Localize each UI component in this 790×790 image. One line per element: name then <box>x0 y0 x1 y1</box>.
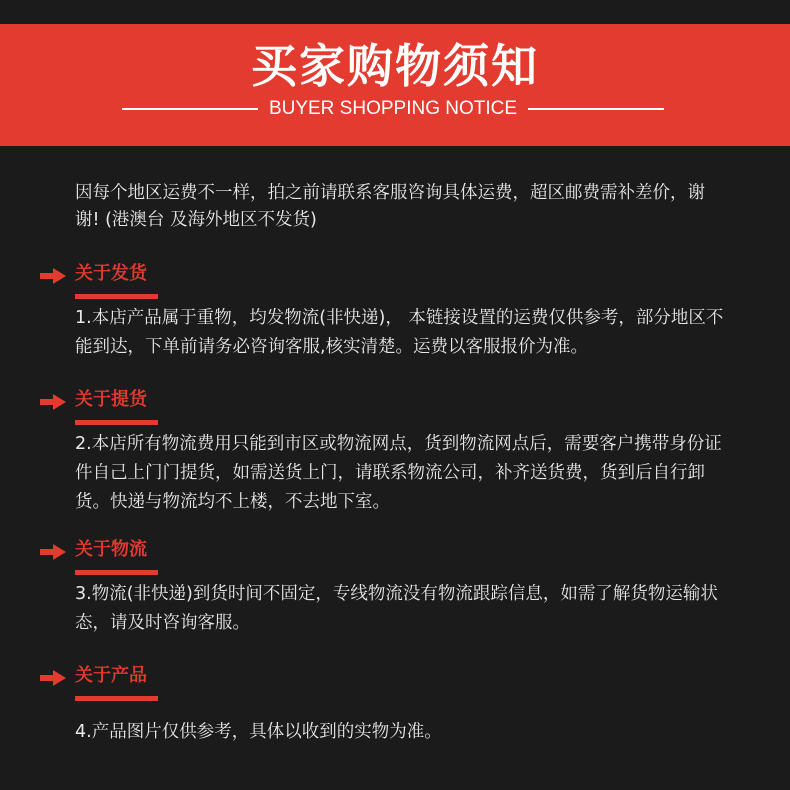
section-body: 3.物流(非快递)到货时间不固定，专线物流没有物流跟踪信息，如需了解货物运输状态，请及时咨询客服。 <box>75 584 718 633</box>
section-title: 关于发货 <box>75 263 147 284</box>
intro-text: 因每个地区运费不一样，拍之前请联系客服咨询具体运费，超区邮费需补差价，谢谢! (港澳台 及海外地区不发货) <box>75 183 705 230</box>
section-underline <box>75 294 158 299</box>
section-body: 2.本店所有物流费用只能到市区或物流网点，货到物流网点后，需要客户携带身份证件自己上门门提货，如需送货上门，请联系物流公司，补齐送货费，货到后自行卸货。快递与物流均不上楼，不去地下室。 <box>75 434 722 512</box>
arrow-right-icon <box>40 268 66 284</box>
section-title: 关于产品 <box>75 665 147 686</box>
arrow-right-icon <box>40 394 66 410</box>
subtitle-divider-right <box>528 108 664 110</box>
section-underline <box>75 420 158 425</box>
header-banner <box>0 24 790 146</box>
section-body: 1.本店产品属于重物，均发物流(非快递)， 本链接设置的运费仅供参考，部分地区不能到达，下单前请务必咨询客服,核实清楚。运费以客服报价为准。 <box>75 308 724 357</box>
arrow-right-icon <box>40 670 66 686</box>
arrow-right-icon <box>40 544 66 560</box>
section-underline <box>75 570 158 575</box>
page-subtitle: BUYER SHOPPING NOTICE <box>268 98 518 119</box>
section-title: 关于物流 <box>75 539 147 560</box>
subtitle-divider-left <box>122 108 258 110</box>
page-title: 买家购物须知 <box>251 39 539 93</box>
section-underline <box>75 696 158 701</box>
section-body: 4.产品图片仅供参考，具体以收到的实物为准。 <box>75 722 442 742</box>
section-title: 关于提货 <box>75 389 147 410</box>
